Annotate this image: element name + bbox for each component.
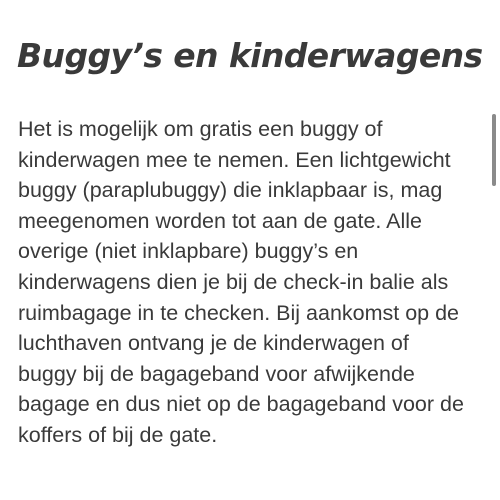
paragraph-line: buggy (paraplubuggy) die inklapbaar is, mag	[18, 178, 443, 203]
paragraph-line: bagage en dus niet op de bagageband voor de	[18, 392, 464, 417]
paragraph-line: kinderwagens dien je bij de check-in balie als	[18, 269, 449, 294]
paragraph-line: buggy bij de bagageband voor afwijkende	[18, 361, 415, 386]
paragraph-line: kinderwagen mee te nemen. Een lichtgewicht	[18, 147, 451, 172]
paragraph-line: overige (niet inklapbare) buggy’s en	[18, 239, 359, 264]
page-title: Buggy’s en kinderwagens	[17, 36, 483, 75]
paragraph-line: luchthaven ontvang je de kinderwagen of	[18, 331, 409, 356]
paragraph-line: Het is mogelijk om gratis een buggy of	[18, 117, 383, 141]
article-paragraph	[18, 114, 484, 451]
paragraph-line: meegenomen worden tot aan de gate. Alle	[18, 208, 423, 233]
paragraph-line: koffers of bij de gate.	[18, 422, 218, 447]
scrollbar-thumb[interactable]	[492, 114, 496, 186]
paragraph-line: ruimbagage in te checken. Bij aankomst op de	[18, 300, 460, 325]
